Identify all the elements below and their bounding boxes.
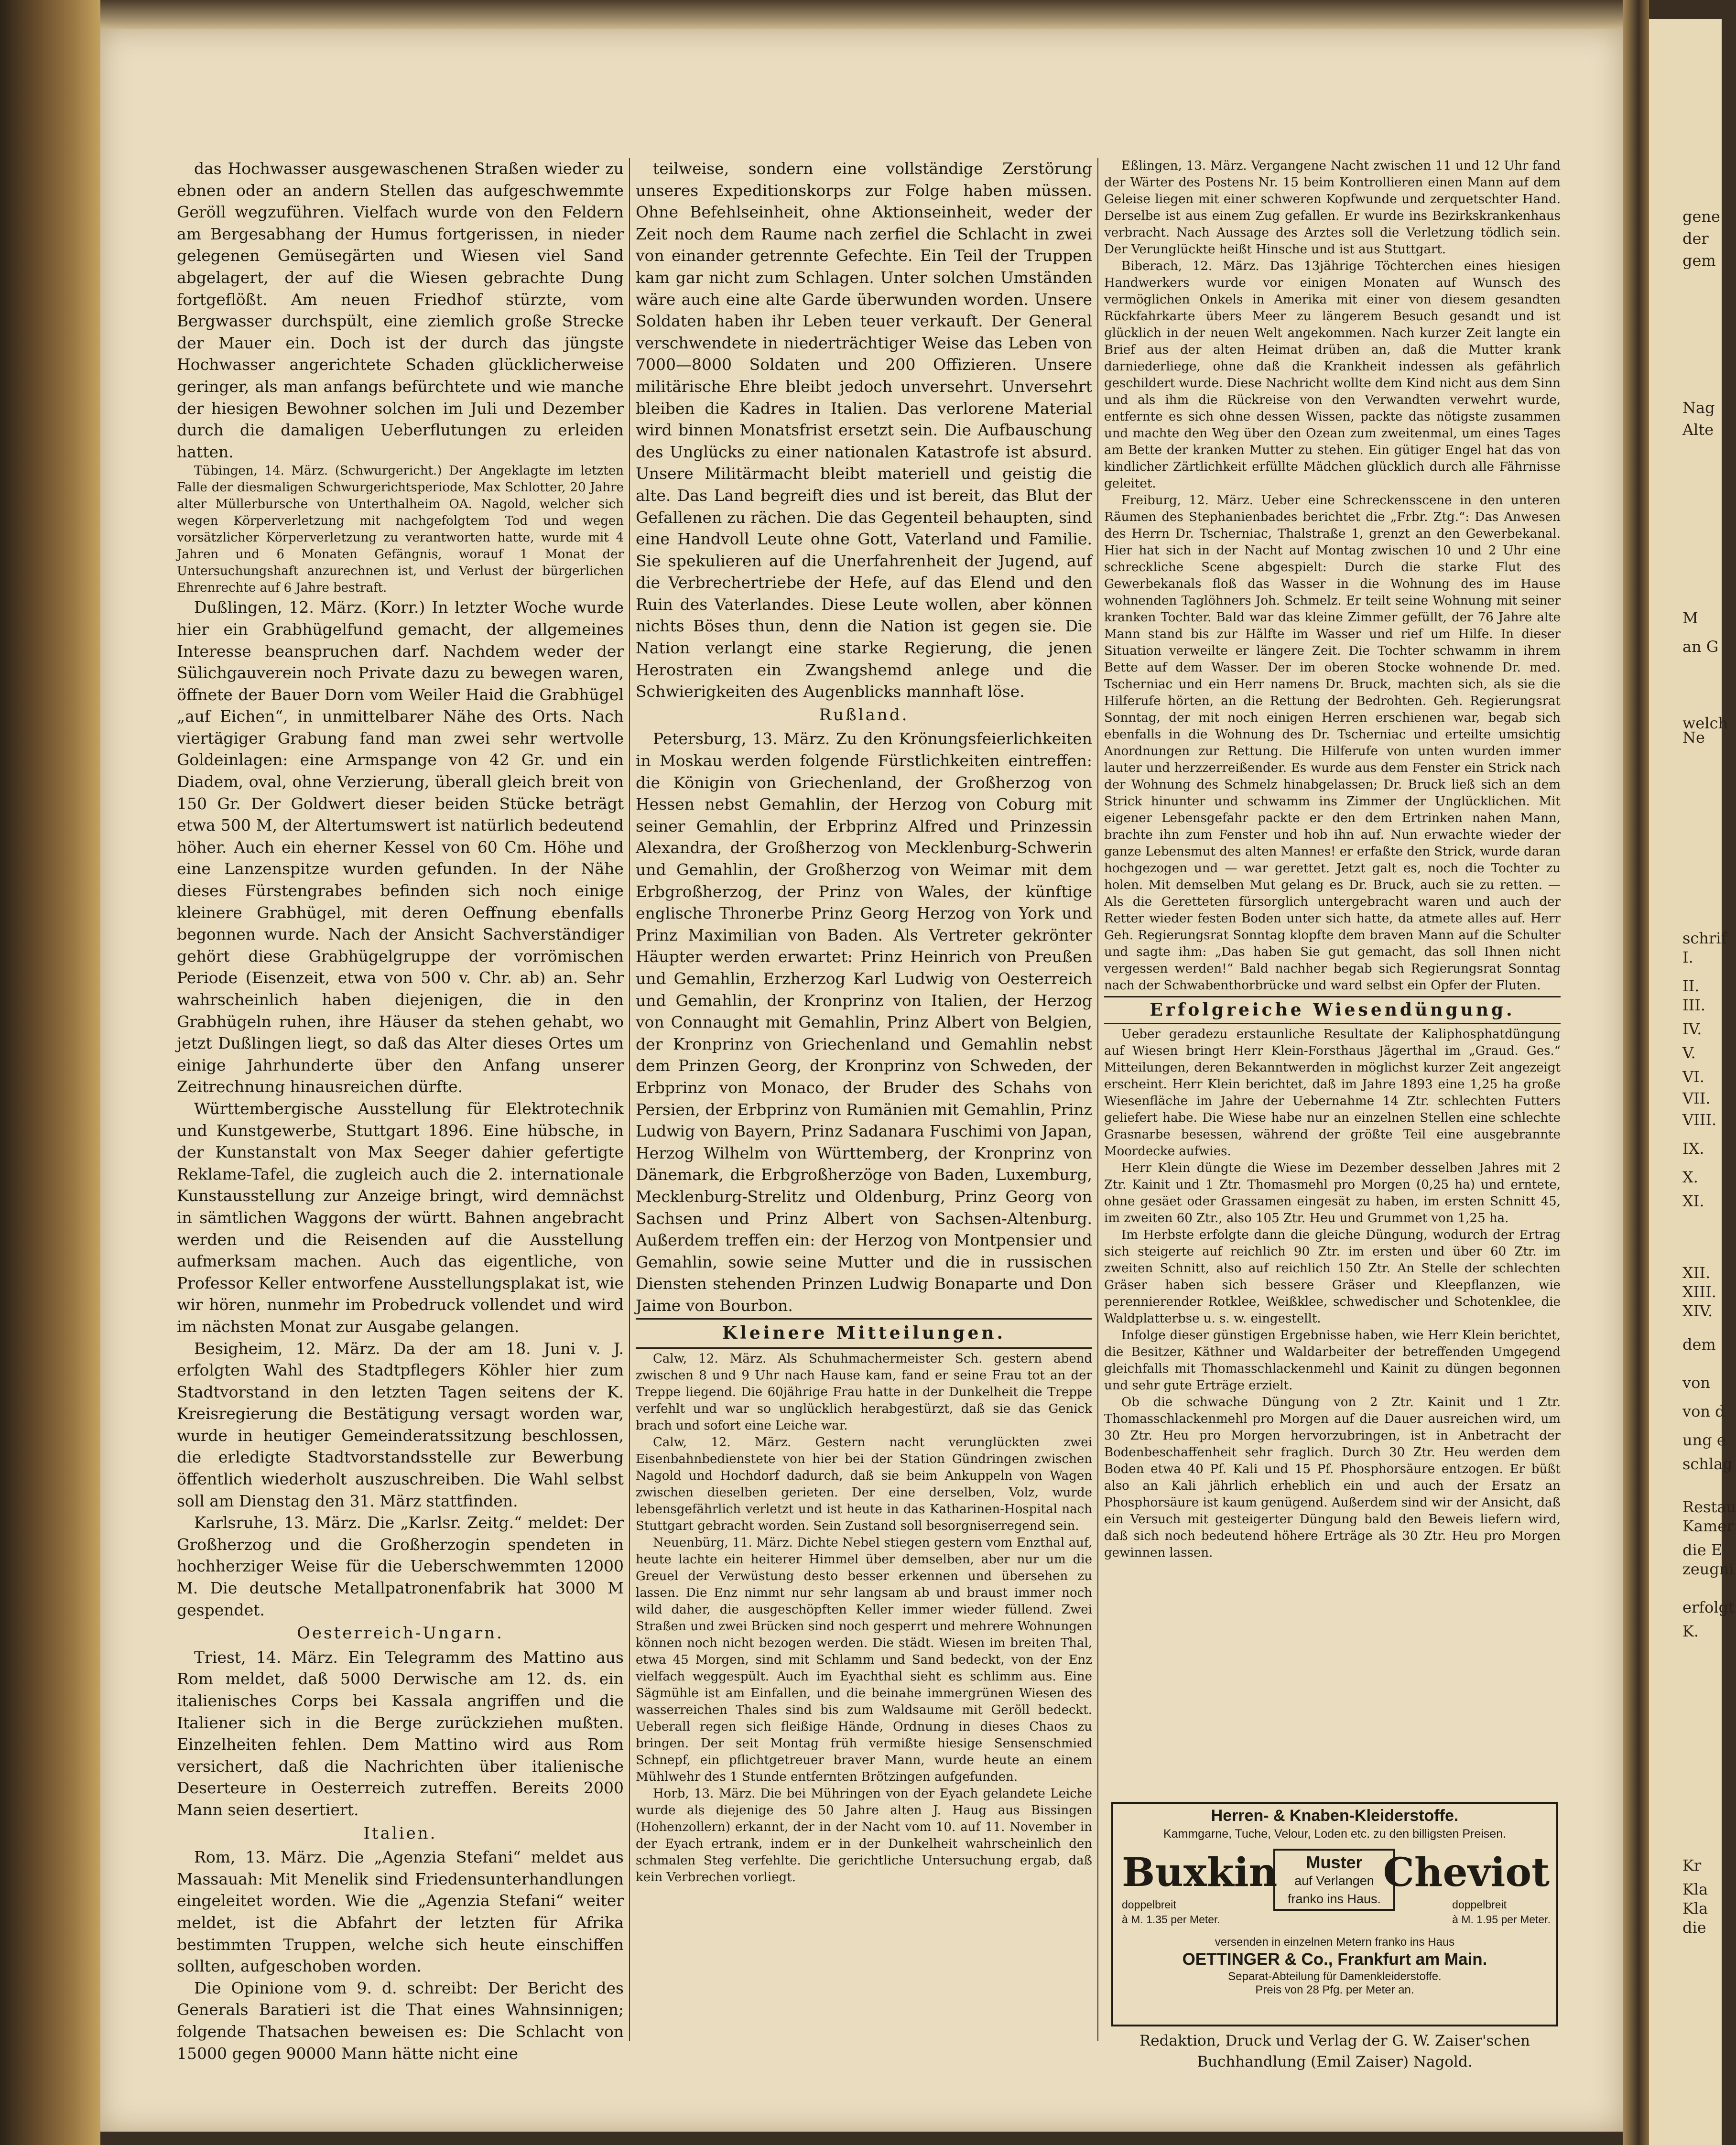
article-paragraph: Ob die schwache Düngung von 2 Ztr. Kainit und 1 Ztr. Thomasschlackenmehl pro Morgen auf die Dauer ausreichen wird, um 30 Ztr. Heu pro Morgen hervorzubringen, ist in Anbetracht der Bodenbeschaffenheit sehr fraglich. Durch 30 Ztr. Heu werden dem Boden etwa 40 Pf. Kali und 15 Pf. Phosphorsäure entzogen. Er büßt also an Kali jährlich erheblich ein und auch der Ersatz an Phosphorsäure ist kaum genügend. Außerdem sind wir der Ansicht, daß ein Versuch mit gesteigerter Düngung bald den Beweis liefern wird, daß sich noch bedeutend höhere Erträge als 30 Ztr. Heu pro Morgen gewinnen lassen. [1104, 1395, 1561, 1560]
book-gutter [1623, 0, 1649, 2145]
ad-price-line: Preis von 28 Pfg. per Meter an. [1255, 1983, 1414, 1996]
facing-page-fragment: X. [1682, 1168, 1698, 1186]
facing-page-fragment: gene [1682, 207, 1720, 226]
advertisement [1111, 1802, 1558, 2026]
facing-page-fragment: zeugni [1682, 1560, 1734, 1578]
article-paragraph: Rom, 13. März. Die „Agenzia Stefani“ meldet aus Massauah: Mit Menelik sind Friedensunterhandlungen eingeleitet worden. Wie die „Agenzia Stefani“ weiter meldet, ist die Abfahrt der letzten für Afrika bestimmten Truppen, welche sich heute einschiffen sollten, aufgeschoben worden. [177, 1848, 624, 1976]
article-paragraph: Infolge dieser günstigen Ergebnisse haben, wie Herr Klein berichtet, die Besitzer, Käthner und Waldarbeiter der betreffenden Umgegend gleichfalls mit Thomasschlackenmehl und Kainit zu düngen begonnen und sehr gute Erträge erzielt. [1104, 1328, 1561, 1393]
imprint-line: Redaktion, Druck und Verlag der G. W. Zaiser'schen [1139, 2032, 1530, 2049]
facing-page-fragment: XIII. [1682, 1283, 1716, 1301]
ad-sample-line: auf Verlangen [1294, 1874, 1374, 1888]
article-paragraph: Dußlingen, 12. März. (Korr.) In letzter Woche wurde hier ein Grabhügelfund gemacht, der allgemeines Interesse beanspruchen darf. Nachdem weder der Sülichgauverein noch Private dazu zu bewegen waren, öffnete der Bauer Dorn vom Weiler Haid die Grabhügel „auf Eichen“, in unmittelbarer Nähe des Orts. Nach viertägiger Grabung fand man zwei sehr wertvolle Goldeinlagen: eine Armspange von 42 Gr. und ein Diadem, oval, ohne Verzierung, überall gleich breit von 150 Gr. Der Goldwert dieser beiden Stücke beträgt etwa 500 M, der Altertumswert ist natürlich bedeutend höher. Auch ein eherner Kessel von 60 Cm. Höhe und eine Lanzenspitze wurden gefunden. In der Nähe dieses Fürstengrabes befinden sich noch einige kleinere Grabhügel, mit deren Oeffnung ebenfalls begonnen wurde. Nach der Ansicht Sachverständiger gehört diese Grabhügelgruppe der vorrömischen Periode (Eisenzeit, etwa von 500 v. Chr. ab) an. Sehr wahrscheinlich haben diejenigen, die in den Grabhügeln ruhen, ihre Häuser da stehen gehabt, wo jetzt Dußlingen liegt, so daß das Alter dieses Ortes um einige Jahrhunderte über den Anfang unserer Zeitrechnung hinausreichen dürfte. [177, 598, 624, 1096]
facing-page-fragment: XII. [1682, 1264, 1711, 1282]
facing-page-fragment: schrif [1682, 929, 1727, 947]
facing-page-fragment: VIII. [1682, 1111, 1717, 1129]
ad-cheviot: Cheviot [1383, 1850, 1550, 1896]
facing-page-fragment: gem [1682, 251, 1716, 270]
facing-page-fragment: XIV. [1682, 1302, 1713, 1320]
facing-page-fragment: XI. [1682, 1192, 1704, 1210]
facing-page-fragment: ung e [1682, 1431, 1726, 1449]
facing-page-fragment: Kla [1682, 1880, 1708, 1898]
ad-headline: Herren- & Knaben-Kleiderstoffe. [1211, 1807, 1459, 1825]
facing-page-fragment: VI. [1682, 1068, 1704, 1086]
facing-page-fragment: der [1682, 229, 1709, 248]
section-heading: Oesterreich-Ungarn. [297, 1624, 504, 1643]
article-paragraph: das Hochwasser ausgewaschenen Straßen wieder zu ebnen oder an andern Stellen das aufgeschwemmte Geröll wegzuführen. Vielfach wurde von den Feldern am Bergesabhang der Humus fortgerissen, in nieder gelegenen Gemüsegärten und Wiesen viel Sand abgelagert, der auf die Wiesen gebrachte Dung fortgeflößt. Am neuen Friedhof stürzte, vom Bergwasser durchspült, eine ziemlich große Strecke der Mauer ein. Doch ist der durch das jüngste Hochwasser angerichtete Schaden glücklicherweise geringer, als man anfangs befürchtete und wie manche der hiesigen Bewohner solchen im Juli und Dezember durch die damaligen Ueberflutungen zu erleiden hatten. [177, 159, 624, 461]
article-paragraph: Die Opinione vom 9. d. schreibt: Der Bericht des Generals Baratieri ist die That eines Wahnsinnigen; folgende Thatsachen beweisen es: Die Schlacht von 15000 gegen 90000 Mann hätte nicht eine [177, 1978, 624, 2063]
column-2 [636, 158, 1092, 1886]
ad-note-line: à M. 1.35 per Meter. [1122, 1913, 1220, 1926]
ad-note-line: doppelbreit [1122, 1898, 1176, 1911]
section-heading: Rußland. [819, 705, 909, 725]
page-top-shadow [100, 0, 1623, 29]
ad-buxkin: Buxkin [1122, 1850, 1278, 1896]
ad-shipping-line: versenden in einzelnen Metern franko ins Haus [1215, 1936, 1455, 1949]
facing-page-fragment: die [1682, 1918, 1706, 1937]
column-rule [1097, 158, 1098, 2041]
article-paragraph: Besigheim, 12. März. Da der am 18. Juni v. J. erfolgten Wahl des Stadtpflegers Köhler hier zum Stadtvorstand in den letzten Tagen seitens der K. Kreisregierung die Bestätigung versagt worden war, wurde in heutiger Gemeinderatssitzung beschlossen, die erledigte Stadtvorstandsstelle zur Bewerbung öffentlich wiederholt auszuschreiben. Die Wahl selbst soll am Dienstag den 31. März stattfinden. [177, 1339, 624, 1510]
facing-page-fragment: dem [1682, 1335, 1716, 1354]
article-paragraph: Horb, 13. März. Die bei Mühringen von der Eyach gelandete Leiche wurde als diejenige des 50 Jahre alten J. Haug aus Bissingen (Hohenzollern) erkannt, der in der Nacht vom 10. auf 11. November in der Eyach ertrank, indem er in der Dunkelheit wahrscheinlich den schmalen Steg verfehlte. Die gerichtliche Untersuchung ergab, daß kein Verbrechen vorliegt. [636, 1787, 1092, 1885]
book-edge [0, 0, 100, 2145]
article-paragraph: Neuenbürg, 11. März. Dichte Nebel stiegen gestern vom Enzthal auf, heute lachte ein heiterer Himmel über demselben, aber nur um die Greuel der Verwüstung desto besser erkennen und übersehen zu lassen. Die Enz nimmt nur sehr langsam ab und braust immer noch wild daher, die ausgeschöpften Keller immer wieder füllend. Zwei Straßen und zwei Brücken sind noch gesperrt und mehrere Wohnungen können noch nicht bezogen werden. Die städt. Wiesen im breiten Thal, etwa 45 Morgen, sind mit Schlamm und Sand bedeckt, von der Enz vielfach weggespült. Auch im Eyachthal sieht es schlimm aus. Eine Sägmühle ist am Einfallen, und die beinahe immergrünen Wiesen des wasserreichen Thales sind bis zum Waldsaume mit Geröll bedeckt. Ueberall regen sich fleißige Hände, Ordnung in dieses Chaos zu bringen. Der seit Montag früh vermißte hiesige Sensenschmied Schnepf, ein pflichtgetreuer braver Mann, wurde heute an einem Mühlwehr des 1 Stunde entfernten Brötzingen aufgefunden. [636, 1536, 1092, 1785]
facing-page-fragment: an G [1682, 638, 1719, 656]
facing-page-fragment: M [1682, 609, 1698, 627]
article-paragraph: Im Herbste erfolgte dann die gleiche Düngung, wodurch der Ertrag sich steigerte auf reichlich 90 Ztr. im ersten und über 60 Ztr. im zweiten Schnitt, also auf reichlich 150 Ztr. An Stelle der schlechten Gräser haben sich bessere Gräser und Kleepflanzen, wie perennierender Rotklee, Weißklee, schwedischer und Schotenklee, die Waldplatterbse u. s. w. eingestellt. [1104, 1227, 1561, 1326]
facing-page-fragment: Alte [1682, 421, 1714, 439]
facing-page-fragment: Ne [1682, 728, 1705, 747]
facing-page-fragment: K. [1682, 1622, 1699, 1640]
column-rule [629, 158, 630, 2041]
facing-page-fragment: schlag [1682, 1455, 1733, 1473]
facing-page-fragment: erfolgt [1682, 1598, 1735, 1616]
imprint-line: Buchhandlung (Emil Zaiser) Nagold. [1197, 2053, 1473, 2070]
article-paragraph: Petersburg, 13. März. Zu den Krönungsfeierlichkeiten in Moskau werden folgende Fürstlichkeiten eintreffen: die Königin von Griechenland, der Großherzog von Hessen nebst Gemahlin, der Herzog von Coburg mit seiner Gemahlin, der Erbprinz Alfred und Prinzessin Alexandra, der Großherzog von Mecklenburg-Schwerin und Gemahlin, der Großherzog von Weimar mit dem Erbgroßherzog, der Prinz von Wales, der künftige englische Thronerbe Prinz Georg Herzog von York und Prinz Maximilian von Baden. Als Vertreter gekrönter Häupter werden erwartet: Prinz Heinrich von Preußen und Gemahlin, Erzherzog Karl Ludwig von Oesterreich und Gemahlin, der Kronprinz von Italien, der Herzog von Connaught mit Gemahlin, Prinz Albert von Belgien, der Kronprinz von Griechenland und Gemahlin nebst dem Prinzen Georg, der Kronprinz von Schweden, der Erbprinz von Monaco, der Bruder des Schahs von Persien, der Erbprinz von Rumänien mit Gemahlin, Prinz Ludwig von Bayern, Prinz Sadanara Fuschimi von Japan, Herzog Wilhelm von Württemberg, der Kronprinz von Dänemark, die Erbgroßherzöge von Baden, Luxemburg, Mecklenburg-Strelitz und Oldenburg, Prinz Georg von Sachsen und Prinz Albert von Sachsen-Altenburg. Außerdem treffen ein: der Herzog von Montpensier und Gemahlin, sowie seine Mutter und die in russischen Diensten stehenden Prinzen Ludwig Bonaparte und Don Jaime von Bourbon. [636, 729, 1092, 1315]
column-1 [177, 158, 624, 2064]
article-paragraph: Freiburg, 12. März. Ueber eine Schreckensscene in den unteren Räumen des Stephanienbades berichtet die „Frbr. Ztg.“: Das Anwesen des Herrn Dr. Tscherniac, Thalstraße 1, grenzt an den Gewerbekanal. Hier hat sich in der Nacht auf Montag zwischen 10 und 2 Uhr eine schreckliche Scene abgespielt: Durch die starke Flut des Gewerbekanals floß das Wasser in die Wohnung des im Hause wohnenden Taglöhners Joh. Schmelz. Er teilt seine Wohnung mit seiner kranken Tochter. Bald war das kleine Zimmer gefüllt, der 76 Jahre alte Mann stand bis zur Hälfte im Wasser und rief um Hilfe. In dieser Situation verweilte er längere Zeit. Die Tochter schwamm in ihrem Bette auf dem Wasser. Der im oberen Stocke wohnende Dr. med. Tscherniac und ein Herr namens Dr. Bruck, machten sich, als sie die Hilferufe hörten, an die Rettung der Bedrohten. Geh. Regierungsrat Sonntag, der mit noch einigen Herren erschienen war, begab sich ebenfalls in die Wohnung des Dr. Tscherniac und erteilte umsichtig Anordnungen zur Rettung. Die Hilferufe von unten wurden immer lauter und herzzerreißender. Es wurde aus dem Fenster ein Strick nach der Wohnung des Schmelz hinabgelassen; Dr. Bruck ließ sich an dem Strick hinunter und schwamm ins Zimmer der Unglücklichen. Mit eigener Lebensgefahr packte er den dem Ertrinken nahen Mann, brachte ihn zum Fenster und hob ihn auf. Nun erwachte wieder der ganze Lebensmut des alten Mannes! er erfaßte den Strick, wurde daran hochgezogen und — war gerettet. Jetzt galt es, noch die Tochter zu holen. Mit demselben Mut gelang es Dr. Bruck, auch sie zu retten. — Als die Geretteten fürsorglich untergebracht waren und auch der Retter wieder festen Boden unter sich hatte, da atmete alles auf. Herr Geh. Regierungsrat Sonntag klopfte dem braven Mann auf die Schulter und sagte ihm: „Das haben Sie gut gemacht, das soll Ihnen nicht vergessen werden!“ Bald nachher begab sich Regierungsrat Sonntag nach der Schwabenthorbrücke und ward selbst ein Opfer der Fluten. [1104, 493, 1561, 993]
article-paragraph: Calw, 12. März. Als Schuhmachermeister Sch. gestern abend zwischen 8 und 9 Uhr nach Hause kam, fand er seine Frau tot an der Treppe liegend. Die 60jährige Frau hatte in der Dunkelheit die Treppe verfehlt und war so unglücklich herabgestürzt, daß sie das Genick brach und sofort eine Leiche war. [636, 1352, 1092, 1433]
ad-department-line: Separat-Abteilung für Damenkleiderstoffe. [1228, 1970, 1442, 1983]
article-paragraph: Württembergische Ausstellung für Elektrotechnik und Kunstgewerbe, Stuttgart 1896. Eine hübsche, in der Kunstanstalt von Max Seeger dahier gefertigte Reklame-Tafel, die zugleich auch die 2. internationale Kunstausstellung zur Anzeige bringt, wird demnächst in sämtlichen Waggons der württ. Bahnen angebracht werden und die Reisenden auf die Ausstellung aufmerksam machen. Auch das eigentliche, von Professor Keller entworfene Ausstellungsplakat ist, wie wir hören, nunmehr im Probedruck vollendet und wird im nächsten Monat zur Ausgabe gelangen. [177, 1099, 624, 1336]
facing-page-fragment: von d [1682, 1402, 1725, 1420]
ad-subline: Kammgarne, Tuche, Velour, Loden etc. zu den billigsten Preisen. [1163, 1827, 1507, 1841]
ad-cheviot-price [1452, 1897, 1551, 1927]
facing-page-fragment: II. [1682, 977, 1700, 995]
ad-note-line: à M. 1.95 per Meter. [1452, 1913, 1551, 1926]
article-paragraph: Herr Klein düngte die Wiese im Dezember desselben Jahres mit 2 Ztr. Kainit und 1 Ztr. Thomasmehl pro Morgen (0,25 ha) und erntete, ohne gesäet oder Grassamen eingesät zu haben, im ersten Schnitt 45, im zweiten 60 Ztr., also 105 Ztr. Heu und Grummet von 1,25 ha. [1104, 1160, 1561, 1225]
facing-page-fragment: Kr [1682, 1856, 1702, 1874]
facing-page-fragment: V. [1682, 1044, 1696, 1062]
article-paragraph: Biberach, 12. März. Das 13jährige Töchterchen eines hiesigen Handwerkers wurde vor einigen Monaten auf Wunsch des vermöglichen Onkels in Amerika mit einer von diesem gesandten Rückfahrkarte übers Meer zu längerem Besuch gesandt und ist glücklich in der neuen Welt angekommen. Nach kurzer Zeit langte ein Brief aus der alten Heimat drüben an, daß die Mutter krank darniederliege, ohne daß die Krankheit indessen als gefährlich geschildert wurde. Diese Nachricht wollte dem Kind nicht aus dem Sinn und als ihm die Rückreise von den Verwandten verwehrt wurde, entfernte es sich ohne dessen Wissen, packte das nötigste zusammen und machte den Weg über den Ozean zum zweitenmal, um eines Tages am Bette der kranken Mutter zu stehen. Ein gütiger Engel hat das von kindlicher Zärtlichkeit erfüllte Mädchen glücklich durch alle Fährnisse geleitet. [1104, 259, 1561, 491]
article-paragraph: Ueber geradezu erstaunliche Resultate der Kaliphosphatdüngung auf Wiesen bringt Herr Klein-Forsthaus Jägerthal im „Graud. Ges.“ Mitteilungen, deren Bekanntwerden in möglichst kurzer Zeit angezeigt erscheint. Herr Klein berichtet, daß im Jahre 1893 eine 1,25 ha große Wiesenfläche im Jahre der Uebernahme 14 Ztr. schlechten Futters geliefert habe. Die Wiese habe nur an einzelnen Stellen eine schlechte Grasnarbe besessen, während der größte Teil eine ausgebrannte Moordecke aufwies. [1104, 1027, 1561, 1159]
facing-page-fragment: IX. [1682, 1139, 1704, 1158]
article-paragraph: Eßlingen, 13. März. Vergangene Nacht zwischen 11 und 12 Uhr fand der Wärter des Postens Nr. 15 beim Kontrollieren einen Mann auf dem Geleise liegen mit einer schweren Kopfwunde und zerquetschter Hand. Derselbe ist aus einem Zug gefallen. Er wurde ins Bezirkskrankenhaus verbracht. Nach Aussage des Arztes soll die Verletzung tödlich sein. Der Verunglückte heißt Hinsche und ist aus Stuttgart. [1104, 159, 1561, 257]
facing-page-fragment: Kamer [1682, 1517, 1734, 1535]
article-paragraph: Calw, 12. März. Gestern nacht verunglückten zwei Eisenbahnbedienstete von hier bei der Station Gündringen zwischen Nagold und Hochdorf dadurch, daß sie beim Ankuppeln von Wagen zwischen dieselben gerieten. Der eine derselben, Volz, wurde lebensgefährlich verletzt und ist heute in das Katharinen-Hospital nach Stuttgart gebracht worden. Sein Zustand soll besorgniserregend sein. [636, 1435, 1092, 1534]
section-heading: Kleinere Mitteilungen. [636, 1318, 1092, 1349]
section-heading: Erfolgreiche Wiesendüngung. [1104, 996, 1561, 1024]
article-paragraph: Karlsruhe, 13. März. Die „Karlsr. Zeitg.“ meldet: Der Großherzog und die Großherzogin spendeten in hochherziger Weise für die Ueberschwemmten 12000 M. Die deutsche Metallpatronenfabrik hat 3000 M gespendet. [177, 1513, 624, 1619]
imprint [1111, 2030, 1558, 2072]
ad-note-line: doppelbreit [1452, 1898, 1507, 1911]
facing-page-fragment: von [1682, 1374, 1710, 1392]
facing-page-fragment: welch [1682, 714, 1728, 732]
ad-buxkin-price [1122, 1897, 1220, 1927]
ad-sample-box [1273, 1849, 1395, 1911]
facing-page-fragment: die E [1682, 1541, 1723, 1559]
facing-page-fragment: VII. [1682, 1089, 1711, 1107]
ad-sample-line: franko ins Haus. [1287, 1892, 1381, 1906]
ad-sample-title: Muster [1306, 1852, 1363, 1872]
section-heading: Italien. [363, 1823, 437, 1843]
article-paragraph: teilweise, sondern eine vollständige Zerstörung unseres Expeditionskorps zur Folge haben müssen. Ohne Befehlseinheit, ohne Aktionseinheit, weder der Zeit noch dem Raume nach zerfiel die Schlacht in zwei von einander getrennte Gefechte. Ein Teil der Truppen kam gar nicht zum Schlagen. Unter solchen Umständen wäre auch eine alte Garde überwunden worden. Unsere Soldaten haben ihr Leben teuer verkauft. Der General verschwendete in niederträchtiger Weise das Leben von 7000—8000 Soldaten und 200 Offizieren. Unsere militärische Ehre bleibt jedoch unversehrt. Unversehrt bleiben die Kadres in Italien. Das verlorene Material wird binnen Monatsfrist ersetzt sein. Die Aufbauschung des Unglücks zu einer nationalen Katastrofe ist absurd. Unsere Militärmacht bleibt materiell und geistig die alte. Das Land begreift dies und ist bereit, das Blut der Gefallenen zu rächen. Die das Gegenteil behaupten, sind eine Handvoll Leute ohne Gott, Vaterland und Familie. Sie spekulieren auf die Unerfahrenheit der Jugend, auf die Verbrechertriebe der Hefe, auf das Elend und den Ruin des Vaterlandes. Diese Leute wollen, aber können nichts Böses thun, denn die Nation ist gegen sie. Die Nation verlangt eine starke Regierung, die jenen Herostraten ein Zwangshemd anlege und die Schwierigkeiten des Augenblicks mannhaft löse. [636, 159, 1092, 701]
facing-page-fragment: III. [1682, 996, 1706, 1014]
article-paragraph: Triest, 14. März. Ein Telegramm des Mattino aus Rom meldet, daß 5000 Derwische am 12. ds. ein italienisches Corps bei Kassala angriffen und die Italiener sich in die Berge zurückziehen mußten. Einzelheiten fehlen. Dem Mattino wird aus Rom versichert, daß die Nachrichten über italienische Deserteure in Oesterreich zutreffen. Bereits 2000 Mann seien desertiert. [177, 1647, 624, 1819]
column-3 [1104, 158, 1561, 1561]
facing-page-fragment: Restau [1682, 1498, 1736, 1516]
facing-page-fragment: Kla [1682, 1899, 1708, 1918]
article-paragraph: Tübingen, 14. März. (Schwurgericht.) Der Angeklagte im letzten Falle der diesmaligen Schwurgerichtsperiode, Max Schlotter, 20 Jahre alter Müllerbursche von Unterthalheim OA. Nagold, welcher sich wegen Körperverletzung mit nachgefolgtem Tod und wegen vorsätzlicher Körperverletzung zu verantworten hatte, wurde mit 4 Jahren und 6 Monaten Gefängnis, worauf 1 Monat der Untersuchungshaft anzurechnen ist, und Verlust der bürgerlichen Ehrenrechte auf 6 Jahre bestraft. [177, 464, 624, 596]
ad-offer-row [1113, 1845, 1556, 1936]
facing-page-fragment: I. [1682, 948, 1693, 966]
ad-firm-name: OETTINGER & Co., Frankfurt am Main. [1182, 1950, 1487, 1969]
facing-page-fragment: Nag [1682, 399, 1715, 417]
facing-page-fragment: IV. [1682, 1020, 1702, 1038]
